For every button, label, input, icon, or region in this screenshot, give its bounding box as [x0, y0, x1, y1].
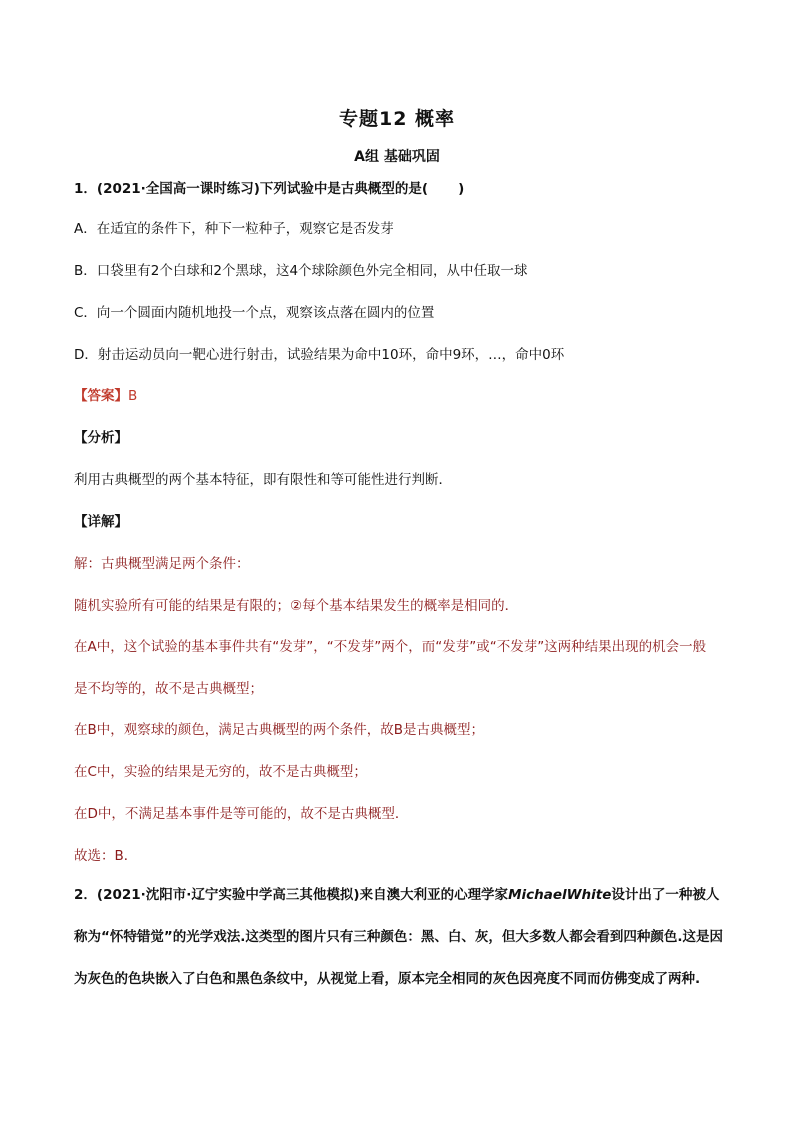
- question-1-stem: [74, 180, 734, 198]
- question-2-line-2: 称为“怀特错觉”的光学戏法.这类型的图片只有三种颜色：黑、白、灰，但大多数人都会看到四种颜色.这是因: [74, 929, 724, 945]
- answer-label: 【答案】: [74, 388, 128, 404]
- analysis-label: 【分析】: [74, 430, 128, 446]
- section-subtitle: A组 基础巩固: [354, 149, 440, 165]
- question-1-stem-end: ): [458, 181, 465, 197]
- detail-line: 在D中，不满足基本事件是等可能的，故不是古典概型．: [74, 806, 409, 822]
- answer-row: [74, 387, 734, 405]
- page-title: 专题12 概率: [338, 108, 456, 130]
- analysis-text: 利用古典概型的两个基本特征，即有限性和等可能性进行判断．: [74, 472, 452, 488]
- question-2-name: MichaelWhite: [508, 887, 612, 903]
- question-2-line-1-pre: 2．(2021·沈阳市·辽宁实验中学高三其他模拟)来自澳大利亚的心理学家: [74, 887, 509, 903]
- detail-line: 在C中，实验的结果是无穷的，故不是古典概型；: [74, 764, 367, 780]
- option-a: A．在适宜的条件下，种下一粒种子，观察它是否发芽: [74, 221, 394, 237]
- option-d: D．射击运动员向一靶心进行射击，试验结果为命中10环，命中9环，…，命中0环: [74, 347, 565, 363]
- option-c: C．向一个圆面内随机地投一个点，观察该点落在圆内的位置: [74, 305, 435, 321]
- answer-value: B: [128, 388, 138, 404]
- detail-line: 解：古典概型满足两个条件：: [74, 556, 250, 572]
- question-1-stem-text: 1．(2021·全国高一课时练习)下列试验中是古典概型的是(: [74, 181, 429, 197]
- detail-line: 在B中，观察球的颜色，满足古典概型的两个条件，故B是古典概型；: [74, 722, 485, 738]
- option-b: B．口袋里有2个白球和2个黑球，这4个球除颜色外完全相同，从中任取一球: [74, 263, 528, 279]
- detail-line: 在A中，这个试验的基本事件共有“发芽”，“不发芽”两个，而“发芽”或“不发芽”这两种结果出现的机会一般: [74, 639, 707, 655]
- detail-label: 【详解】: [74, 514, 128, 530]
- question-2-line-1-post: 设计出了一种被人: [611, 887, 720, 903]
- question-2-line-1: [74, 886, 734, 904]
- detail-line: 是不均等的，故不是古典概型；: [74, 681, 263, 697]
- detail-line: 故选：B．: [74, 848, 138, 864]
- question-2-line-3: 为灰色的色块嵌入了白色和黑色条纹中，从视觉上看，原本完全相同的灰色因亮度不同而仿佛变成了两种.: [74, 971, 701, 987]
- detail-line: 随机实验所有可能的结果是有限的；②每个基本结果发生的概率是相同的．: [74, 598, 519, 614]
